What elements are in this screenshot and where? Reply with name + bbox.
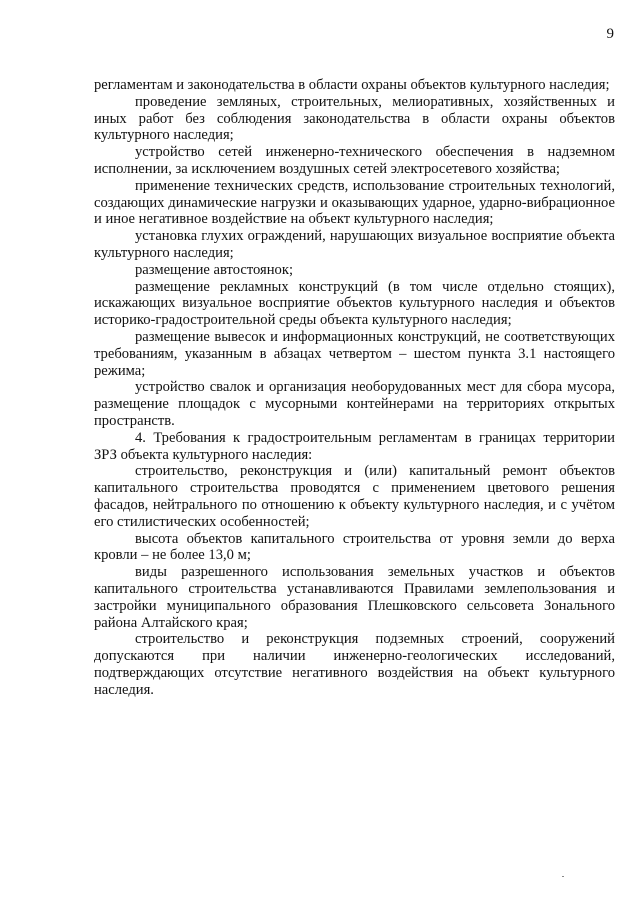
paragraph-technical-means: применение технических средств, использование строительных технологий, создающих динамические нагрузки и оказывающих ударное, ударно-вибрационное и иное негативное воздействие на объект культурного наследия; (94, 177, 615, 228)
paragraph-signboards: размещение вывесок и информационных конструкций, не соответствующих требованиям, указанным в абзацах четвертом – шестом пункта 3.1 настоящего режима; (94, 328, 615, 379)
scan-speck (562, 876, 564, 877)
paragraph-section-4-heading: 4. Требования к градостроительным регламентам в границах территории ЗРЗ объекта культурного наследия: (94, 429, 615, 463)
document-body (94, 77, 615, 698)
paragraph-underground: строительство и реконструкция подземных строений, сооружений допускаются при наличии инженерно-геологических исследований, подтверждающих отсутствие негативного воздействия на объект культурного наследия. (94, 631, 615, 698)
paragraph-height-limit: высота объектов капитального строительства от уровня земли до верха кровли – не более 13,0 м; (94, 530, 615, 564)
paragraph-land-use: виды разрешенного использования земельных участков и объектов капитального строительства устанавливаются Правилами землепользования и застройки муниципального образования Плешковского сельсовета Зонального района Алтайского края; (94, 564, 615, 631)
paragraph-dumps: устройство свалок и организация необорудованных мест для сбора мусора, размещение площадок с мусорными контейнерами на территориях открытых пространств. (94, 379, 615, 429)
paragraph-continuation: регламентам и законодательства в области охраны объектов культурного наследия; (94, 77, 610, 93)
paragraph-solid-fences: установка глухих ограждений, нарушающих визуальное восприятие объекта культурного наследия; (94, 228, 615, 261)
paragraph-facade-colors: строительство, реконструкция и (или) капитальный ремонт объектов капитального строительства проводятся с применением цветового решения фасадов, нейтрального по отношению к объекту культурного наследия, и с учётом его стилистических особенностей; (94, 463, 615, 530)
paragraph-earthworks: проведение земляных, строительных, мелиоративных, хозяйственных и иных работ без соблюдения законодательства в области охраны объектов культурного наследия; (94, 93, 615, 144)
paragraph-advertising: размещение рекламных конструкций (в том числе отдельно стоящих), искажающих визуальное восприятие объектов культурного наследия и объектов историко-градостроительной среды объекта культурного наследия; (94, 278, 615, 329)
page-number: 9 (606, 26, 614, 42)
paragraph-engineering-networks: устройство сетей инженерно-технического обеспечения в надземном исполнении, за исключением воздушных сетей электросетевого хозяйства; (94, 144, 615, 177)
paragraph-parking: размещение автостоянок; (135, 261, 294, 278)
